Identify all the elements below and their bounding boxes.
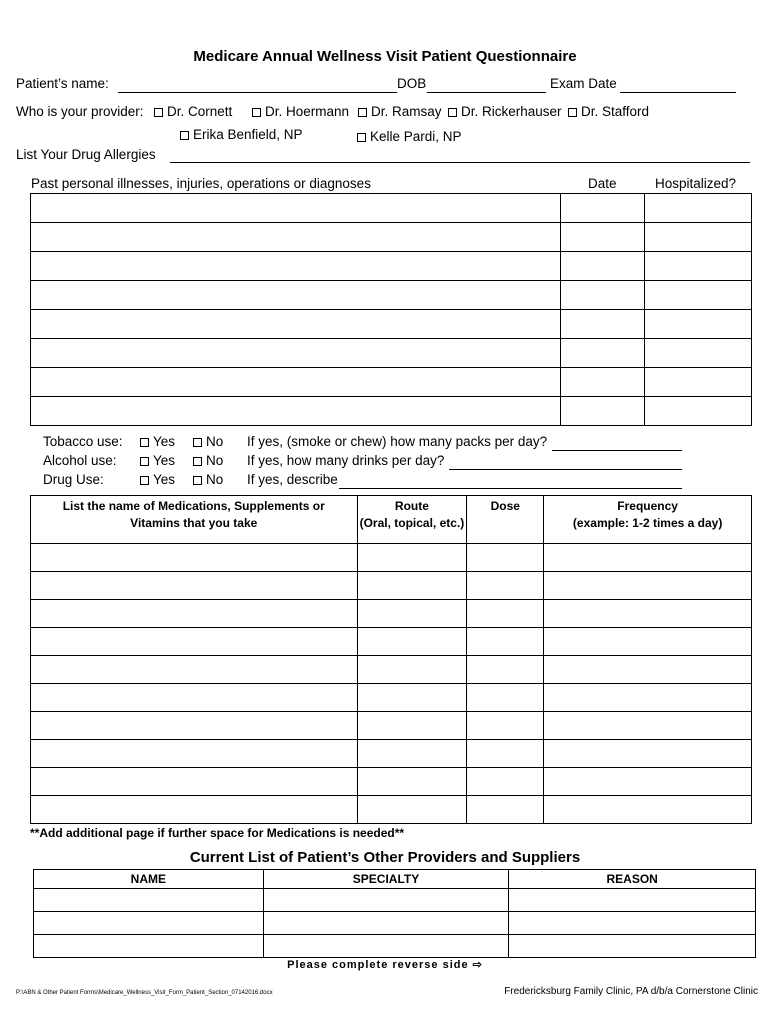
medication-cell[interactable] — [31, 768, 358, 796]
clinic-name: Fredericksburg Family Clinic, PA d/b/a Cornerstone Clinic — [504, 986, 758, 997]
medication-row — [31, 740, 752, 768]
history-cell[interactable] — [31, 281, 561, 310]
medication-cell[interactable] — [467, 628, 544, 656]
medication-cell[interactable] — [467, 796, 544, 824]
providers-table — [33, 869, 756, 958]
medication-cell[interactable] — [357, 740, 467, 768]
medication-cell[interactable] — [31, 572, 358, 600]
provider-cell[interactable] — [263, 889, 509, 912]
checkbox-icon[interactable] — [193, 476, 202, 485]
medication-cell[interactable] — [544, 712, 752, 740]
history-cell[interactable] — [645, 223, 752, 252]
history-cell[interactable] — [31, 368, 561, 397]
checkbox-icon[interactable] — [358, 108, 367, 117]
specialty-header: SPECIALTY — [263, 870, 509, 889]
tobacco-label: Tobacco use: — [43, 434, 123, 449]
provider-option-rickerhauser[interactable]: Dr. Rickerhauser — [448, 104, 562, 119]
history-cell[interactable] — [645, 368, 752, 397]
history-cell[interactable] — [561, 252, 645, 281]
history-row — [31, 339, 752, 368]
history-cell[interactable] — [561, 223, 645, 252]
medication-row — [31, 796, 752, 824]
medication-cell[interactable] — [544, 768, 752, 796]
medication-row — [31, 572, 752, 600]
medication-cell[interactable] — [31, 656, 358, 684]
history-cell[interactable] — [31, 397, 561, 426]
medication-cell[interactable] — [544, 796, 752, 824]
medication-cell[interactable] — [357, 600, 467, 628]
history-cell[interactable] — [645, 397, 752, 426]
checkbox-icon[interactable] — [252, 108, 261, 117]
medication-cell[interactable] — [31, 600, 358, 628]
checkbox-icon[interactable] — [357, 133, 366, 142]
history-cell[interactable] — [31, 223, 561, 252]
history-cell[interactable] — [645, 252, 752, 281]
history-cell[interactable] — [561, 368, 645, 397]
tobacco-yes-option[interactable]: Yes — [140, 434, 175, 449]
medication-cell[interactable] — [544, 740, 752, 768]
medication-row — [31, 600, 752, 628]
medication-row — [31, 768, 752, 796]
history-cell[interactable] — [645, 310, 752, 339]
medication-row — [31, 544, 752, 572]
medication-row — [31, 712, 752, 740]
history-row — [31, 252, 752, 281]
medication-cell[interactable] — [357, 628, 467, 656]
checkbox-icon[interactable] — [568, 108, 577, 117]
allergies-field[interactable] — [170, 162, 750, 163]
file-path: P:\ABN & Other Patient Forms\Medicare_Wellness_Visit_Form_Patient_Section_07142016.docx — [16, 990, 273, 996]
medication-cell[interactable] — [31, 712, 358, 740]
checkbox-icon[interactable] — [193, 438, 202, 447]
medication-cell[interactable] — [31, 628, 358, 656]
medications-table — [30, 495, 752, 824]
alcohol-question: If yes, how many drinks per day? — [247, 453, 445, 468]
history-table — [30, 193, 752, 426]
medication-row — [31, 656, 752, 684]
provider-option-stafford[interactable]: Dr. Stafford — [568, 104, 649, 119]
drug-no-option[interactable]: No — [193, 472, 223, 487]
provider-row — [34, 912, 756, 935]
medication-cell[interactable] — [357, 768, 467, 796]
provider-cell[interactable] — [263, 912, 509, 935]
dose-header: Dose — [467, 496, 544, 544]
route-header: Route (Oral, topical, etc.) — [357, 496, 467, 544]
reason-header: REASON — [509, 870, 756, 889]
drug-yes-option[interactable]: Yes — [140, 472, 175, 487]
drug-question: If yes, describe — [247, 472, 338, 487]
medication-cell[interactable] — [467, 740, 544, 768]
alcohol-label: Alcohol use: — [43, 453, 117, 468]
history-cell[interactable] — [31, 339, 561, 368]
provider-option-cornett[interactable]: Dr. Cornett — [154, 104, 232, 119]
medication-cell[interactable] — [357, 796, 467, 824]
history-cell[interactable] — [561, 310, 645, 339]
provider-option-pardi[interactable]: Kelle Pardi, NP — [357, 129, 462, 144]
history-hospitalized-header: Hospitalized? — [655, 176, 737, 191]
medication-cell[interactable] — [31, 684, 358, 712]
dob-label: DOB — [397, 76, 427, 91]
medication-cell[interactable] — [31, 740, 358, 768]
history-cell[interactable] — [31, 252, 561, 281]
checkbox-icon[interactable] — [140, 476, 149, 485]
history-cell[interactable] — [645, 194, 752, 223]
history-cell[interactable] — [561, 397, 645, 426]
provider-cell[interactable] — [263, 935, 509, 958]
tobacco-packs-field[interactable] — [552, 450, 682, 451]
medication-cell[interactable] — [31, 796, 358, 824]
medication-cell[interactable] — [544, 572, 752, 600]
arrow-right-icon: ⇨ — [472, 959, 483, 971]
checkbox-icon[interactable] — [180, 131, 189, 140]
form-title: Medicare Annual Wellness Visit Patient Questionnaire — [193, 48, 577, 65]
checkbox-icon[interactable] — [448, 108, 457, 117]
alcohol-no-option[interactable]: No — [193, 453, 223, 468]
checkbox-icon[interactable] — [193, 457, 202, 466]
provider-cell[interactable] — [34, 935, 264, 958]
medication-cell[interactable] — [467, 684, 544, 712]
medication-cell[interactable] — [467, 600, 544, 628]
providers-heading: Current List of Patient’s Other Providers and Suppliers — [189, 849, 581, 866]
history-cell[interactable] — [561, 339, 645, 368]
provider-option-benfield[interactable]: Erika Benfield, NP — [180, 127, 303, 142]
provider-cell[interactable] — [509, 912, 756, 935]
medication-cell[interactable] — [467, 712, 544, 740]
patient-name-field[interactable] — [118, 92, 397, 93]
allergies-label: List Your Drug Allergies — [16, 147, 156, 162]
medication-cell[interactable] — [357, 684, 467, 712]
history-row — [31, 281, 752, 310]
medication-row — [31, 628, 752, 656]
provider-option-ramsay[interactable]: Dr. Ramsay — [358, 104, 442, 119]
provider-cell[interactable] — [34, 912, 264, 935]
history-cell[interactable] — [31, 310, 561, 339]
checkbox-icon[interactable] — [154, 108, 163, 117]
provider-row — [34, 889, 756, 912]
provider-cell[interactable] — [509, 889, 756, 912]
medication-cell[interactable] — [544, 544, 752, 572]
medication-cell[interactable] — [544, 600, 752, 628]
history-cell[interactable] — [645, 339, 752, 368]
provider-cell[interactable] — [34, 889, 264, 912]
tobacco-question: If yes, (smoke or chew) how many packs per day? — [247, 434, 548, 449]
tobacco-no-option[interactable]: No — [193, 434, 223, 449]
med-name-header: List the name of Medications, Supplements or Vitamins that you take — [31, 496, 358, 544]
history-cell[interactable] — [561, 281, 645, 310]
history-date-header: Date — [588, 176, 617, 191]
drug-describe-field[interactable] — [339, 488, 682, 489]
provider-cell[interactable] — [509, 935, 756, 958]
frequency-header: Frequency (example: 1-2 times a day) — [544, 496, 752, 544]
medication-cell[interactable] — [544, 628, 752, 656]
dob-field[interactable] — [427, 92, 546, 93]
medications-note: **Add additional page if further space for Medications is needed** — [30, 826, 405, 840]
patient-name-label: Patient’s name: — [16, 76, 109, 91]
checkbox-icon[interactable] — [140, 438, 149, 447]
history-cell[interactable] — [561, 194, 645, 223]
provider-option-hoermann[interactable]: Dr. Hoermann — [252, 104, 349, 119]
medication-cell[interactable] — [31, 544, 358, 572]
history-heading: Past personal illnesses, injuries, operations or diagnoses — [31, 176, 371, 191]
medication-cell[interactable] — [357, 544, 467, 572]
exam-date-label: Exam Date — [550, 76, 617, 91]
history-row — [31, 310, 752, 339]
provider-label: Who is your provider: — [16, 104, 144, 119]
medication-cell[interactable] — [467, 656, 544, 684]
medication-cell[interactable] — [357, 656, 467, 684]
checkbox-icon[interactable] — [140, 457, 149, 466]
medication-cell[interactable] — [544, 656, 752, 684]
medication-cell[interactable] — [467, 544, 544, 572]
name-header: NAME — [34, 870, 264, 889]
alcohol-drinks-field[interactable] — [449, 469, 682, 470]
alcohol-yes-option[interactable]: Yes — [140, 453, 175, 468]
history-row — [31, 194, 752, 223]
medication-cell[interactable] — [544, 684, 752, 712]
medication-cell[interactable] — [467, 572, 544, 600]
medication-row — [31, 684, 752, 712]
history-cell[interactable] — [31, 194, 561, 223]
reverse-side-note: Please complete reverse side ⇨ — [287, 959, 483, 971]
history-row — [31, 223, 752, 252]
history-row — [31, 368, 752, 397]
history-cell[interactable] — [645, 281, 752, 310]
medication-cell[interactable] — [357, 712, 467, 740]
drug-label: Drug Use: — [43, 472, 104, 487]
medication-cell[interactable] — [357, 572, 467, 600]
exam-date-field[interactable] — [620, 92, 736, 93]
history-row — [31, 397, 752, 426]
medication-cell[interactable] — [467, 768, 544, 796]
provider-row — [34, 935, 756, 958]
